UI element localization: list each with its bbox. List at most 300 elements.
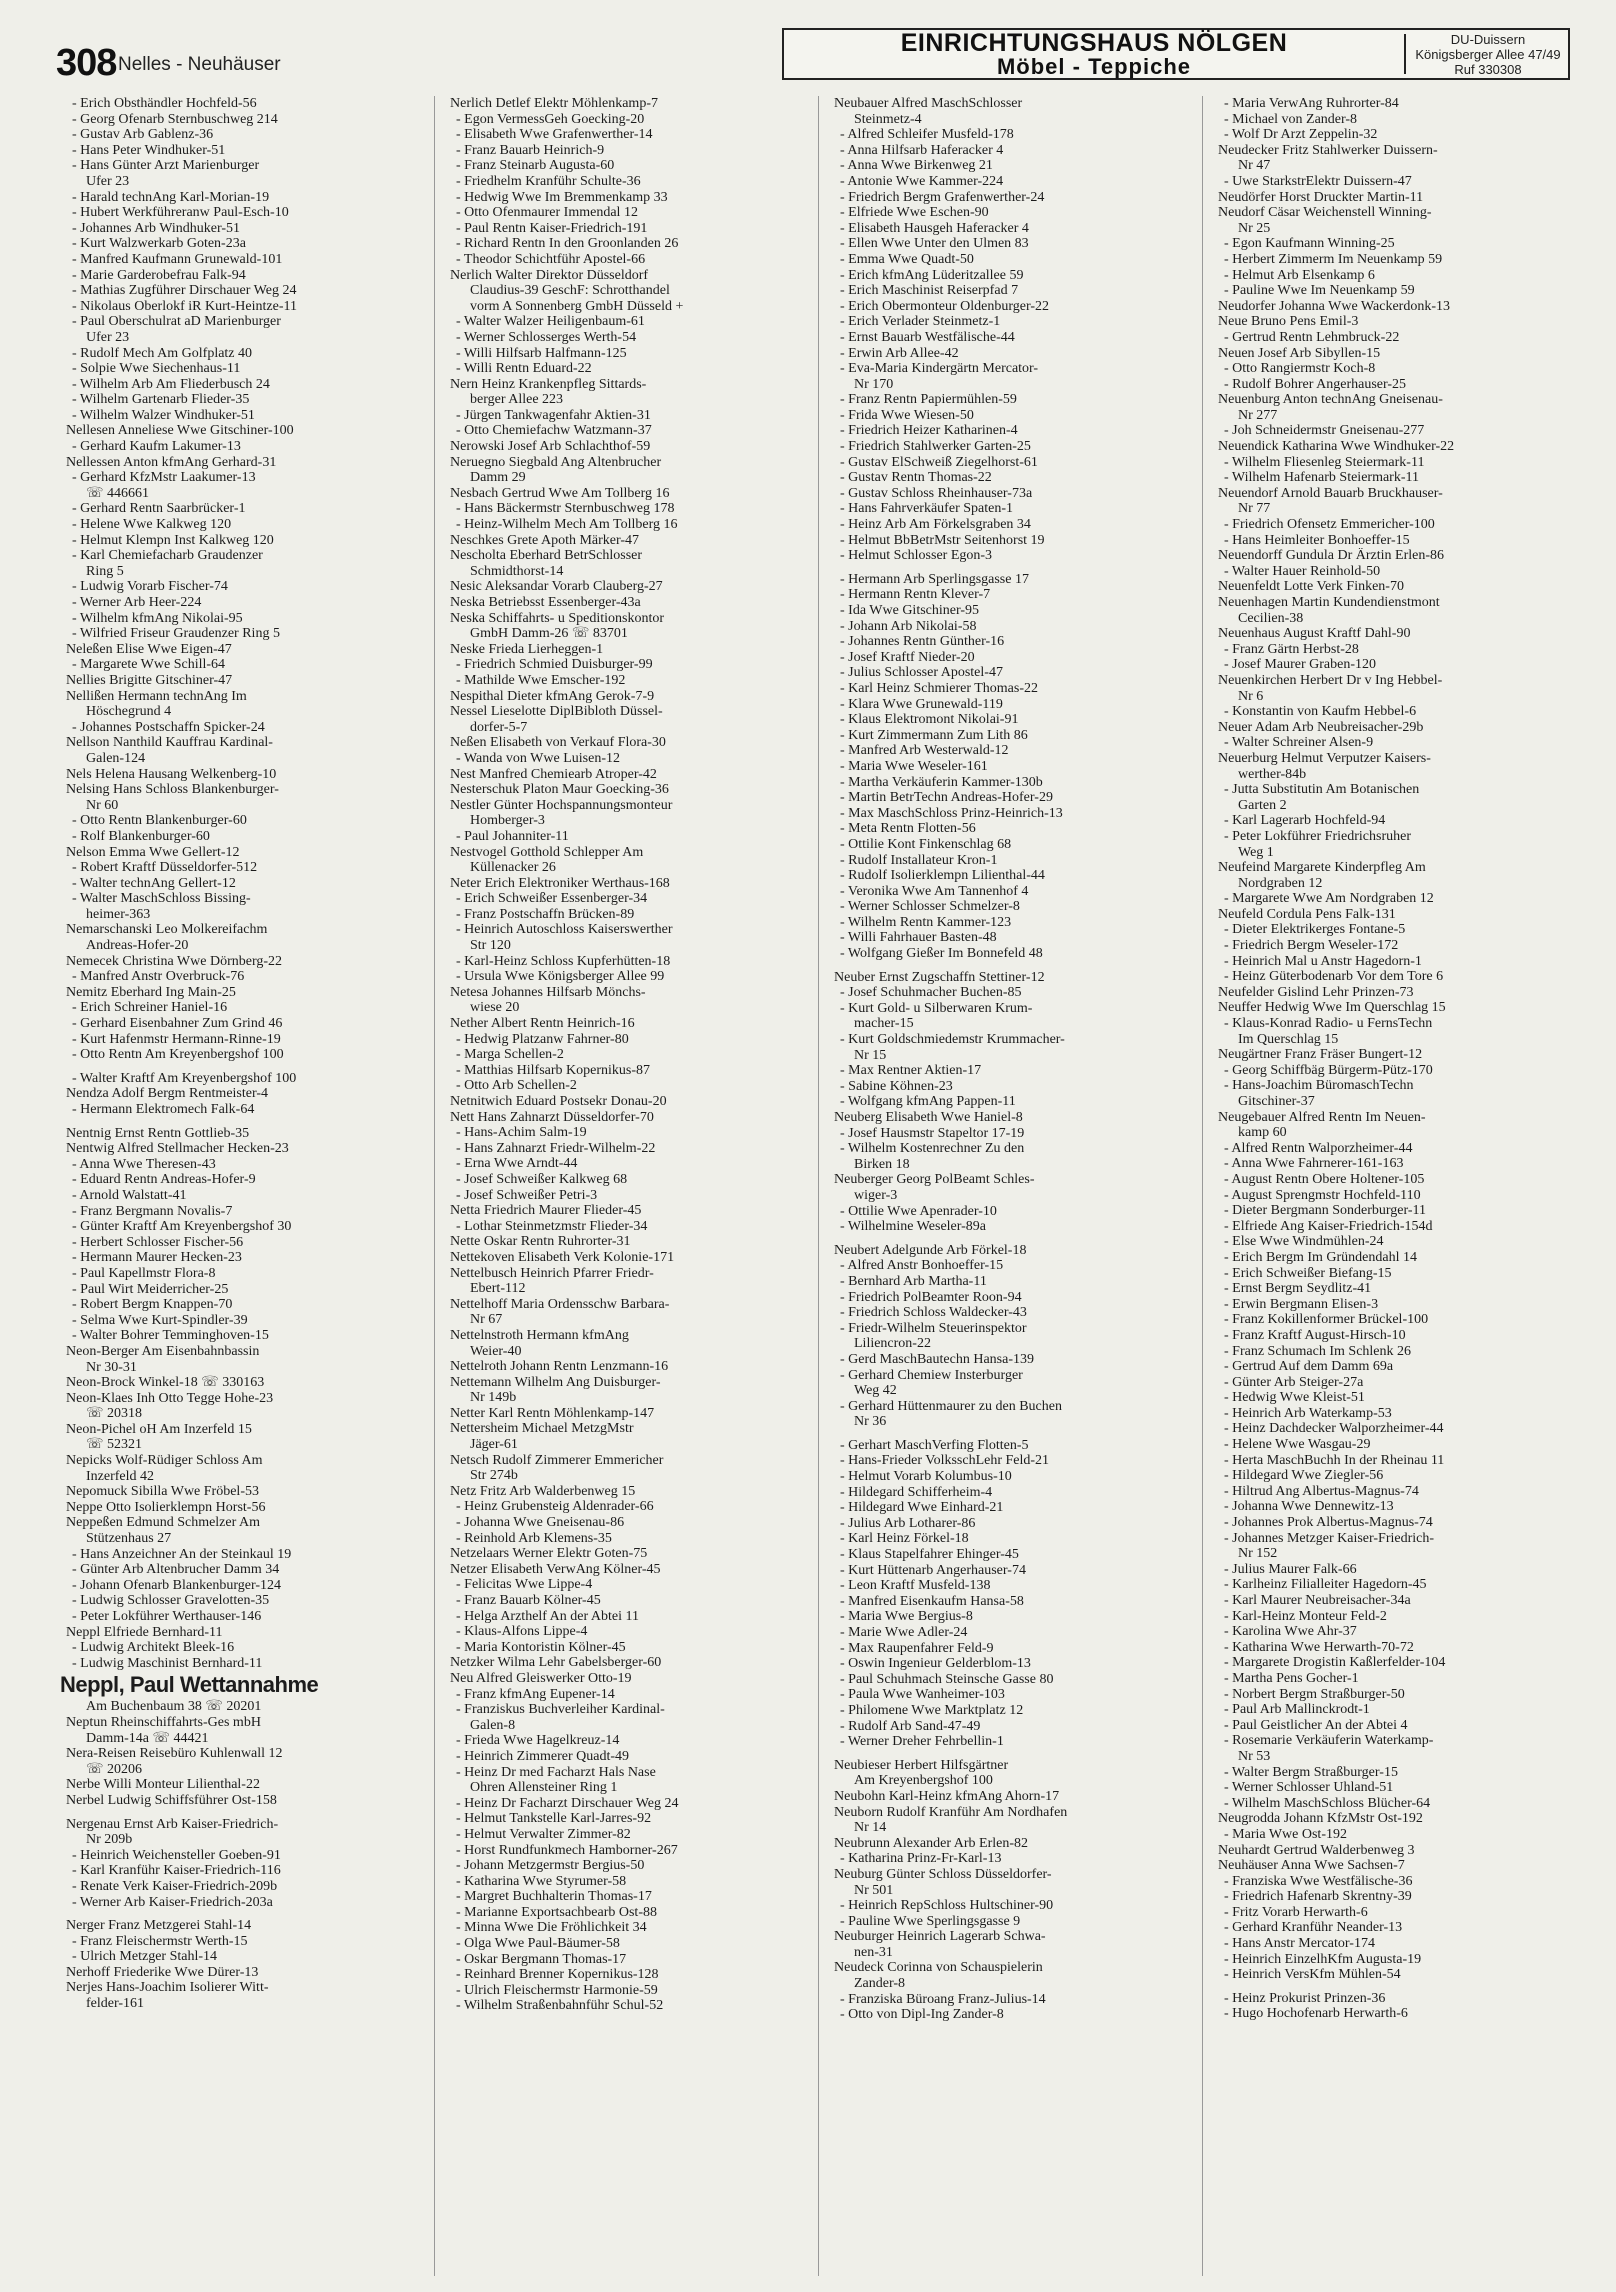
directory-entry: Nessel Lieselotte DiplBibloth Düssel- bbox=[450, 704, 663, 720]
directory-entry: - Günter Kraftf Am Kreyenbergshof 30 bbox=[72, 1219, 292, 1235]
page-name-range: Nelles - Neuhäuser bbox=[118, 54, 281, 75]
directory-entry: - Friedrich Ofensetz Emmericher-100 bbox=[1224, 517, 1435, 533]
directory-entry-continuation: Nordgraben 12 bbox=[1238, 875, 1323, 891]
directory-entry: - Heinz Arb Am Förkelsgraben 34 bbox=[840, 517, 1031, 533]
directory-entry-continuation: Steinmetz-4 bbox=[854, 111, 922, 127]
entry-gap bbox=[56, 1118, 428, 1126]
directory-entry: - Hermann Maurer Hecken-23 bbox=[72, 1250, 242, 1266]
directory-entry: - Erich kfmAng Lüderitzallee 59 bbox=[840, 267, 1024, 283]
directory-entry: - Wilhelm Walzer Windhuker-51 bbox=[72, 407, 255, 423]
directory-entry: - Wilfried Friseur Graudenzer Ring 5 bbox=[72, 626, 280, 642]
directory-entry: Nellies Brigitte Gitschiner-47 bbox=[66, 672, 233, 688]
directory-entry: - Otto Ofenmaurer Immendal 12 bbox=[456, 205, 638, 221]
directory-entry-continuation: Ring 5 bbox=[86, 563, 124, 579]
directory-entry-continuation: Nr 67 bbox=[470, 1312, 503, 1328]
directory-entry: - Heinrich Mal u Anstr Hagedorn-1 bbox=[1224, 953, 1422, 969]
directory-entry: Nemarschanski Leo Molkereifachm bbox=[66, 922, 268, 938]
directory-entry: - Karlheinz Filialleiter Hagedorn-45 bbox=[1224, 1577, 1427, 1593]
directory-entry: Neuburg Günter Schloss Düsseldorfer- bbox=[834, 1866, 1052, 1882]
directory-entry: - Margret Buchhalterin Thomas-17 bbox=[456, 1889, 652, 1905]
directory-entry: - Ludwig Architekt Bleek-16 bbox=[72, 1640, 235, 1656]
directory-entry: - Sabine Köhnen-23 bbox=[840, 1078, 953, 1094]
directory-entry: - Gerhard Kaufm Lakumer-13 bbox=[72, 439, 241, 455]
directory-entry: Neuburger Heinrich Lagerarb Schwa- bbox=[834, 1929, 1046, 1945]
directory-entry: - Werner Arb Kaiser-Friedrich-203a bbox=[72, 1894, 273, 1910]
directory-entry: - Gertrud Auf dem Damm 69a bbox=[1224, 1359, 1394, 1375]
directory-entry: - Erwin Arb Allee-42 bbox=[840, 345, 959, 361]
directory-entry: - Karl Chemiefacharb Graudenzer bbox=[72, 548, 263, 564]
directory-entry: - Franziska Wwe Westfälische-36 bbox=[1224, 1873, 1413, 1889]
directory-entry: Netsch Rudolf Zimmerer Emmericher bbox=[450, 1452, 664, 1468]
directory-entry: Nelson Emma Wwe Gellert-12 bbox=[66, 844, 240, 860]
directory-entry: - Franz Bauarb Heinrich-9 bbox=[456, 142, 605, 158]
entry-gap bbox=[56, 1063, 428, 1071]
directory-entry: - Hildegard Wwe Ziegler-56 bbox=[1224, 1468, 1384, 1484]
directory-entry: - Frieda Wwe Hagelkreuz-14 bbox=[456, 1733, 620, 1749]
directory-entry: - Klaus-Konrad Radio- u FernsTechn bbox=[1224, 1016, 1433, 1032]
directory-entry: - Martha Verkäuferin Kammer-130b bbox=[840, 774, 1043, 790]
entry-gap bbox=[56, 1809, 428, 1817]
directory-entry-continuation: Galen-8 bbox=[470, 1717, 516, 1733]
directory-entry: - Heinrich Autoschloss Kaiserswerther bbox=[456, 922, 673, 938]
advertiser-tagline: Möbel - Teppiche bbox=[996, 54, 1192, 79]
directory-entry: - Eduard Rentn Andreas-Hofer-9 bbox=[72, 1172, 256, 1188]
directory-entry: - Karl Heinz Schmierer Thomas-22 bbox=[840, 680, 1039, 696]
directory-entry: Neue Bruno Pens Emil-3 bbox=[1218, 314, 1359, 330]
directory-entry: Nette Oskar Rentn Ruhrorter-31 bbox=[450, 1234, 631, 1250]
directory-entry: - Werner Arb Heer-224 bbox=[72, 595, 202, 610]
directory-entry: Netzker Wilma Lehr Gabelsberger-60 bbox=[450, 1655, 662, 1671]
directory-entry: - Heinrich RepSchloss Hultschiner-90 bbox=[840, 1898, 1054, 1914]
directory-entry: - Hugo Hochofenarb Herwarth-6 bbox=[1224, 2006, 1408, 2022]
directory-entry-continuation: Nr 277 bbox=[1238, 407, 1278, 423]
directory-entry-continuation: Nr 149b bbox=[470, 1390, 517, 1406]
directory-entry: Neuendorff Gundula Dr Ärztin Erlen-86 bbox=[1218, 548, 1445, 564]
directory-entry: Neschkes Grete Apoth Märker-47 bbox=[450, 532, 640, 548]
directory-entry-continuation: Nr 501 bbox=[854, 1882, 894, 1898]
directory-entry-continuation: Am Kreyenbergshof 100 bbox=[854, 1773, 993, 1789]
directory-entry: - Mathilde Wwe Emscher-192 bbox=[456, 672, 626, 688]
directory-entry: - Karl Heinz Förkel-18 bbox=[840, 1531, 969, 1547]
directory-entry-continuation: Stützenhaus 27 bbox=[86, 1531, 172, 1547]
advertiser-address bbox=[1410, 32, 1566, 77]
directory-entry: Nerger Franz Metzgerei Stahl-14 bbox=[66, 1918, 252, 1934]
directory-entry: Nettersheim Michael MetzgMstr bbox=[450, 1421, 634, 1437]
directory-entry: - Wolf Dr Arzt Zeppelin-32 bbox=[1224, 127, 1378, 143]
directory-entry: - Heinrich EinzelhKfm Augusta-19 bbox=[1224, 1951, 1422, 1967]
directory-entry: - Katharina Prinz-Fr-Karl-13 bbox=[840, 1851, 1002, 1867]
directory-entry-continuation: Damm-14a ☏ 44421 bbox=[86, 1730, 209, 1746]
directory-entry: Neuenhagen Martin Kundendienstmont bbox=[1218, 595, 1440, 610]
directory-entry: Neugebauer Alfred Rentn Im Neuen- bbox=[1218, 1109, 1426, 1125]
directory-entry: Nespithal Dieter kfmAng Gerok-7-9 bbox=[450, 688, 655, 704]
directory-entry: - Johannes Arb Windhuker-51 bbox=[72, 220, 241, 236]
directory-entry: - Michael von Zander-8 bbox=[1224, 111, 1358, 127]
directory-entry-continuation: Weg 42 bbox=[854, 1383, 897, 1399]
directory-entry: - Eva-Maria Kindergärtn Mercator- bbox=[840, 361, 1039, 377]
directory-entry: - Walter Kraftf Am Kreyenbergshof 100 bbox=[72, 1070, 297, 1086]
directory-entry: Neska Betriebsst Essenberger-43a bbox=[450, 595, 641, 610]
directory-entry-continuation: Nr 53 bbox=[1238, 1748, 1271, 1764]
directory-entry: - Hedwig Wwe Im Bremmenkamp 33 bbox=[456, 189, 668, 205]
directory-entry: - Ludwig Vorarb Fischer-74 bbox=[72, 579, 228, 595]
directory-entry: - Friedr-Wilhelm Steuerinspektor bbox=[840, 1320, 1027, 1336]
directory-entry: - Walter technAng Gellert-12 bbox=[72, 875, 236, 891]
directory-entry: Neuffer Hedwig Wwe Im Querschlag 15 bbox=[1218, 1000, 1446, 1016]
directory-entry: Neppeßen Edmund Schmelzer Am bbox=[66, 1515, 261, 1531]
directory-entry-continuation: Im Querschlag 15 bbox=[1238, 1031, 1339, 1047]
directory-entry: - Lothar Steinmetzmstr Flieder-34 bbox=[456, 1218, 648, 1234]
directory-entry: - Robert Kraftf Düsseldorfer-512 bbox=[72, 860, 258, 876]
directory-entry-continuation: Galen-124 bbox=[86, 750, 146, 766]
directory-entry: - Renate Verk Kaiser-Friedrich-209b bbox=[72, 1878, 278, 1894]
directory-entry-continuation: Nr 77 bbox=[1238, 501, 1271, 517]
directory-entry: - Klara Wwe Grunewald-119 bbox=[840, 696, 1003, 712]
directory-entry: - Josef Hausmstr Stapeltor 17-19 bbox=[840, 1125, 1025, 1141]
directory-entry: - Gerhard Chemiew Insterburger bbox=[840, 1367, 1023, 1383]
directory-entry: - Gerhart MaschVerfing Flotten-5 bbox=[840, 1437, 1029, 1453]
directory-entry: - Anna Wwe Fahrnerer-161-163 bbox=[1224, 1156, 1404, 1172]
directory-entry: - Erich Obermonteur Oldenburger-22 bbox=[840, 298, 1050, 314]
directory-entry: Neuborn Rudolf Kranführ Am Nordhafen bbox=[834, 1804, 1068, 1820]
directory-entry: - Walter Hauer Reinhold-50 bbox=[1224, 563, 1381, 579]
directory-entry: - Kurt Hüttenarb Angerhauser-74 bbox=[840, 1562, 1026, 1578]
directory-entry: - Hildegard Wwe Einhard-21 bbox=[840, 1500, 1004, 1516]
directory-entry: Neppe Otto Isolierklempn Horst-56 bbox=[66, 1499, 266, 1515]
directory-entry: - Willi Fahrhauer Basten-48 bbox=[840, 930, 997, 946]
directory-entry: - Johannes Postschaffn Spicker-24 bbox=[72, 719, 265, 735]
directory-entry-continuation: Weg 1 bbox=[1238, 844, 1274, 860]
directory-entry: - Franz Fleischermstr Werth-15 bbox=[72, 1933, 248, 1949]
directory-entry: - Felicitas Wwe Lippe-4 bbox=[456, 1577, 593, 1593]
directory-entry-continuation: GmbH Damm-26 ☏ 83701 bbox=[470, 626, 628, 642]
directory-entry: - Franz Kokillenformer Brückel-100 bbox=[1224, 1312, 1429, 1328]
directory-entry: Nether Albert Rentn Heinrich-16 bbox=[450, 1016, 635, 1032]
directory-entry: - Erna Wwe Arndt-44 bbox=[456, 1156, 578, 1172]
directory-entry: - Anna Wwe Theresen-43 bbox=[72, 1156, 216, 1172]
directory-entry-continuation: Str 120 bbox=[470, 938, 511, 954]
directory-entry: - Rudolf Arb Sand-47-49 bbox=[840, 1718, 981, 1734]
directory-entry: - Veronika Wwe Am Tannenhof 4 bbox=[840, 883, 1029, 899]
directory-entry-continuation: Nr 36 bbox=[854, 1414, 887, 1430]
directory-entry-continuation: Am Buchenbaum 38 ☏ 20201 bbox=[86, 1699, 262, 1715]
directory-entry: - Peter Lokführer Friedrichsruher bbox=[1224, 828, 1411, 844]
entry-gap bbox=[824, 1750, 1196, 1758]
directory-entry: - Julius Arb Lotharer-86 bbox=[840, 1515, 976, 1531]
directory-entry: - Leon Kraftf Musfeld-138 bbox=[840, 1578, 991, 1594]
directory-entry: - Paul Schuhmach Steinsche Gasse 80 bbox=[840, 1671, 1054, 1687]
directory-entry: - Hans-Joachim BüromaschTechn bbox=[1224, 1078, 1414, 1094]
directory-entry: Nerjes Hans-Joachim Isolierer Witt- bbox=[66, 1980, 269, 1996]
directory-entry: - Uwe StarkstrElektr Duissern-47 bbox=[1224, 173, 1412, 189]
directory-entry: - Oswin Ingenieur Gelderblom-13 bbox=[840, 1656, 1031, 1672]
directory-entry: - Antonie Wwe Kammer-224 bbox=[840, 173, 1004, 189]
directory-entry: - Hans Heimleiter Bonhoeffer-15 bbox=[1224, 532, 1410, 548]
directory-entry: - Pauline Wwe Im Neuenkamp 59 bbox=[1224, 283, 1415, 299]
directory-entry-continuation: Claudius-39 GeschF: Schrotthandel bbox=[470, 283, 670, 299]
directory-entry: - Anna Hilfsarb Haferacker 4 bbox=[840, 142, 1004, 158]
directory-entry: - Egon VermessGeh Goecking-20 bbox=[456, 111, 645, 127]
directory-entry: - Robert Bergm Knappen-70 bbox=[72, 1297, 233, 1313]
advertiser-name: EINRICHTUNGSHAUS NÖLGEN bbox=[900, 29, 1288, 57]
directory-entry: - Heinz Prokurist Prinzen-36 bbox=[1224, 1990, 1386, 2006]
directory-entry: Neuer Adam Arb Neubreisacher-29b bbox=[1218, 719, 1424, 735]
directory-entry: - Klaus Stapelfahrer Ehinger-45 bbox=[840, 1547, 1019, 1563]
directory-entry: Nerbel Ludwig Schiffsführer Ost-158 bbox=[66, 1792, 277, 1808]
directory-entry-continuation: Inzerfeld 42 bbox=[86, 1468, 155, 1484]
directory-entry: - Johann Ofenarb Blankenburger-124 bbox=[72, 1577, 282, 1593]
directory-entry: - Reinhold Arb Klemens-35 bbox=[456, 1530, 612, 1546]
directory-entry-continuation: Ohren Allensteiner Ring 1 bbox=[470, 1780, 618, 1796]
directory-entry-continuation: Birken 18 bbox=[854, 1156, 910, 1172]
directory-entry: - Maria VerwAng Ruhrorter-84 bbox=[1224, 96, 1399, 111]
directory-entry-continuation: Nr 14 bbox=[854, 1820, 887, 1836]
directory-entry: - Solpie Wwe Siechenhaus-11 bbox=[72, 361, 241, 377]
directory-entry: Netesa Johannes Hilfsarb Mönchs- bbox=[450, 984, 646, 1000]
directory-entry: - Karolina Wwe Ahr-37 bbox=[1224, 1624, 1357, 1640]
directory-entry: Neuhäuser Anna Wwe Sachsen-7 bbox=[1218, 1858, 1405, 1874]
directory-entry-continuation: Nr 15 bbox=[854, 1047, 887, 1063]
directory-entry: - Friedrich Hafenarb Skrentny-39 bbox=[1224, 1889, 1412, 1905]
directory-entry-continuation: Ufer 23 bbox=[86, 173, 130, 189]
directory-entry: - Hiltrud Ang Albertus-Magnus-74 bbox=[1224, 1483, 1419, 1499]
directory-entry: - Walter Schreiner Alsen-9 bbox=[1224, 735, 1374, 751]
directory-entry: - Max Raupenfahrer Feld-9 bbox=[840, 1640, 994, 1656]
directory-entry: - Hermann Rentn Klever-7 bbox=[840, 587, 991, 603]
directory-entry: - Günter Arb Steiger-27a bbox=[1224, 1374, 1364, 1390]
directory-entry: - Ellen Wwe Unter den Ulmen 83 bbox=[840, 236, 1029, 252]
directory-entry: - Philomene Wwe Marktplatz 12 bbox=[840, 1702, 1024, 1718]
directory-entry: Nern Heinz Krankenpfleg Sittards- bbox=[450, 376, 647, 392]
directory-entry: - Willi Rentn Eduard-22 bbox=[456, 361, 592, 377]
directory-entry: Nellesen Anneliese Wwe Gitschiner-100 bbox=[66, 423, 294, 439]
directory-entry: - Helga Arzthelf An der Abtei 11 bbox=[456, 1608, 639, 1624]
directory-entry: - Else Wwe Windmühlen-24 bbox=[1224, 1234, 1384, 1250]
directory-entry: - Arnold Walstatt-41 bbox=[72, 1187, 187, 1203]
directory-entry: Nelsing Hans Schloss Blankenburger- bbox=[66, 782, 279, 798]
directory-entry: Nesbach Gertrud Wwe Am Tollberg 16 bbox=[450, 485, 670, 501]
directory-entry: - Martha Pens Gocher-1 bbox=[1224, 1670, 1359, 1686]
directory-entry: - Hermann Arb Sperlingsgasse 17 bbox=[840, 571, 1029, 587]
directory-entry: - Hans Fahrverkäufer Spaten-1 bbox=[840, 501, 1013, 517]
directory-entry: - Franziska Büroang Franz-Julius-14 bbox=[840, 1991, 1046, 2007]
directory-entry: - Herbert Schlosser Fischer-56 bbox=[72, 1234, 244, 1250]
directory-entry: Neugärtner Franz Fräser Bungert-12 bbox=[1218, 1047, 1423, 1063]
directory-entry: - Theodor Schichtführ Apostel-66 bbox=[456, 251, 646, 267]
directory-entry: - Elisabeth Hausgeh Haferacker 4 bbox=[840, 220, 1029, 236]
directory-entry: - Friedrich Bergm Grafenwerther-24 bbox=[840, 189, 1045, 205]
directory-entry: - Rudolf Mech Am Golfplatz 40 bbox=[72, 345, 253, 361]
directory-entry-continuation: felder-161 bbox=[86, 1996, 145, 2012]
directory-entry: Nemitz Eberhard Ing Main-25 bbox=[66, 984, 236, 1000]
directory-entry: - Heinz Dr Facharzt Dirschauer Weg 24 bbox=[456, 1795, 679, 1811]
directory-entry: - Wilhelm kfmAng Nikolai-95 bbox=[72, 610, 243, 626]
directory-entry: - Hans Anstr Mercator-174 bbox=[1224, 1936, 1375, 1952]
directory-entry: - Helmut Schlosser Egon-3 bbox=[840, 548, 993, 564]
directory-entry: - Katharina Wwe Herwarth-70-72 bbox=[1224, 1639, 1414, 1655]
directory-entry: - Paul Kapellmstr Flora-8 bbox=[72, 1265, 216, 1281]
directory-entry: Netta Friedrich Maurer Flieder-45 bbox=[450, 1203, 642, 1219]
directory-entry: - Manfred Eisenkaufm Hansa-58 bbox=[840, 1593, 1024, 1609]
directory-entry-continuation: Weier-40 bbox=[470, 1343, 522, 1359]
directory-entry: - Walter MaschSchloss Bissing- bbox=[72, 891, 251, 907]
directory-entry: - Nikolaus Oberlokf iR Kurt-Heintze-11 bbox=[72, 298, 297, 314]
directory-entry: Neudorf Cäsar Weichenstell Winning- bbox=[1218, 205, 1432, 221]
directory-entry: Neuberg Elisabeth Wwe Haniel-8 bbox=[834, 1110, 1023, 1125]
directory-entry: - Julius Maurer Falk-66 bbox=[1224, 1561, 1357, 1577]
directory-entry: - Karl-Heinz Schloss Kupferhütten-18 bbox=[456, 953, 671, 969]
directory-entry: - Friedrich Bergm Weseler-172 bbox=[1224, 938, 1399, 954]
directory-entry: Neudecker Fritz Stahlwerker Duissern- bbox=[1218, 142, 1438, 158]
directory-entry: - Hans Anzeichner An der Steinkaul 19 bbox=[72, 1546, 292, 1562]
directory-entry: - Marie Garderobefrau Falk-94 bbox=[72, 267, 246, 283]
directory-entry: - Wilhelm Straßenbahnführ Schul-52 bbox=[456, 1998, 664, 2014]
directory-entry: - Franz Schumach Im Schlenk 26 bbox=[1224, 1343, 1412, 1359]
directory-entry: Neppl Elfriede Bernhard-11 bbox=[66, 1624, 223, 1640]
directory-entry: Nerbe Willi Monteur Lilienthal-22 bbox=[66, 1777, 260, 1793]
directory-entry: - Pauline Wwe Sperlingsgasse 9 bbox=[840, 1913, 1021, 1929]
directory-entry: Neu Alfred Gleiswerker Otto-19 bbox=[450, 1670, 632, 1686]
entry-gap bbox=[824, 564, 1196, 572]
directory-entry: Nest Manfred Chemiearb Atroper-42 bbox=[450, 766, 657, 782]
directory-entry: - Franz Postschaffn Brücken-89 bbox=[456, 906, 635, 922]
directory-entry: - Georg Ofenarb Sternbuschweg 214 bbox=[72, 111, 278, 127]
directory-entry: Nemecek Christina Wwe Dörnberg-22 bbox=[66, 953, 283, 969]
directory-entry: - Otto von Dipl-Ing Zander-8 bbox=[840, 2007, 1004, 2023]
directory-entry: - Josef Schuhmacher Buchen-85 bbox=[840, 985, 1022, 1001]
directory-entry: - Werner Schlosser Schmelzer-8 bbox=[840, 899, 1020, 915]
directory-entry: - Paul Arb Mallinckrodt-1 bbox=[1224, 1702, 1370, 1718]
directory-entry: - Rudolf Isolierklempn Lilienthal-44 bbox=[840, 868, 1045, 884]
directory-entry: Neuendick Katharina Wwe Windhuker-22 bbox=[1218, 439, 1455, 455]
directory-entry-continuation: Schmidthorst-14 bbox=[470, 563, 564, 579]
directory-entry: - Harald technAng Karl-Morian-19 bbox=[72, 189, 270, 205]
directory-entry: - Ernst Bauarb Westfälische-44 bbox=[840, 329, 1015, 345]
directory-entry: - Ursula Wwe Königsberger Allee 99 bbox=[456, 969, 665, 985]
directory-entry-continuation: werther-84b bbox=[1238, 766, 1307, 782]
directory-entry: - Marianne Exportsachbearb Ost-88 bbox=[456, 1904, 657, 1920]
directory-entry: Neska Schiffahrts- u Speditionskontor bbox=[450, 610, 664, 626]
directory-entry: - Otto Rentn Am Kreyenbergshof 100 bbox=[72, 1047, 284, 1063]
directory-entry: - Otto Rentn Blankenburger-60 bbox=[72, 813, 247, 829]
directory-entry-continuation: Nr 6 bbox=[1238, 688, 1264, 704]
directory-entry: Neuber Ernst Zugschaffn Stettiner-12 bbox=[834, 969, 1045, 985]
directory-entry: - Heinrich Weichensteller Goeben-91 bbox=[72, 1847, 281, 1863]
directory-entry: - Hermann Elektromech Falk-64 bbox=[72, 1102, 255, 1117]
directory-entry-continuation: kamp 60 bbox=[1238, 1125, 1287, 1141]
directory-entry: - Elisabeth Wwe Grafenwerther-14 bbox=[456, 127, 653, 143]
directory-entry: - Marie Wwe Adler-24 bbox=[840, 1625, 968, 1640]
directory-entry: - Klaus-Alfons Lippe-4 bbox=[456, 1624, 588, 1640]
directory-entry: Nentwig Alfred Stellmacher Hecken-23 bbox=[66, 1141, 289, 1157]
directory-entry: - Erich Verlader Steinmetz-1 bbox=[840, 314, 1001, 330]
advertisement-main bbox=[784, 30, 1404, 78]
directory-entry: - Maria Kontoristin Kölner-45 bbox=[456, 1639, 626, 1655]
directory-entry-continuation: Nr 60 bbox=[86, 797, 119, 813]
directory-entry: Neon-Pichel oH Am Inzerfeld 15 bbox=[66, 1421, 252, 1437]
directory-entry: - Katharina Wwe Styrumer-58 bbox=[456, 1873, 627, 1889]
directory-entry: - Maria Wwe Ost-192 bbox=[1224, 1826, 1347, 1842]
directory-entry: Nesterschuk Platon Maur Goecking-36 bbox=[450, 782, 669, 798]
directory-entry: - Erich Schweißer Biefang-15 bbox=[1224, 1265, 1392, 1281]
directory-entry: Neuenburg Anton technAng Gneisenau- bbox=[1218, 392, 1443, 408]
directory-entry: - Jutta Substitutin Am Botanischen bbox=[1224, 782, 1420, 798]
directory-entry: - Wilhelm Hafenarb Steiermark-11 bbox=[1224, 470, 1419, 486]
directory-entry: Neuenhaus August Kraftf Dahl-90 bbox=[1218, 626, 1411, 642]
directory-entry: - Erich Obsthändler Hochfeld-56 bbox=[72, 96, 257, 111]
directory-entry: - Hans Zahnarzt Friedr-Wilhelm-22 bbox=[456, 1140, 656, 1156]
directory-entry: - Walter Bergm Straßburger-15 bbox=[1224, 1764, 1398, 1780]
directory-entry: Neudorfer Johanna Wwe Wackerdonk-13 bbox=[1218, 298, 1450, 314]
directory-entry: - Wilhelm Gartenarb Flieder-35 bbox=[72, 392, 250, 408]
directory-entry-continuation: dorfer-5-7 bbox=[470, 719, 528, 735]
directory-entry: - Oskar Bergmann Thomas-17 bbox=[456, 1951, 627, 1967]
directory-entry: - Günter Arb Altenbrucher Damm 34 bbox=[72, 1562, 280, 1578]
directory-entry: Nerlich Walter Direktor Düsseldorf bbox=[450, 267, 649, 283]
directory-entry: - Maria Wwe Bergius-8 bbox=[840, 1609, 973, 1625]
directory-entry: Neßen Elisabeth von Verkauf Flora-30 bbox=[450, 735, 666, 751]
directory-entry-continuation: Liliencron-22 bbox=[854, 1336, 931, 1352]
directory-entry: - August Rentn Obere Holtener-105 bbox=[1224, 1171, 1425, 1187]
directory-entry: - Paul Rentn Kaiser-Friedrich-191 bbox=[456, 220, 648, 236]
directory-entry: - Helene Wwe Wasgau-29 bbox=[1224, 1437, 1371, 1453]
directory-entry: - Heinz Grubensteig Aldenrader-66 bbox=[456, 1499, 654, 1515]
directory-entry: - Friedrich Schmied Duisburger-99 bbox=[456, 657, 653, 673]
directory-entry: - Johann Metzgermstr Bergius-50 bbox=[456, 1858, 645, 1874]
directory-entry: Netzer Elisabeth VerwAng Kölner-45 bbox=[450, 1561, 661, 1577]
directory-entry: - Ottilie Wwe Apenrader-10 bbox=[840, 1203, 997, 1219]
page-number: 308 bbox=[56, 42, 117, 84]
directory-entry: Neufeind Margarete Kinderpfleg Am bbox=[1218, 860, 1426, 876]
directory-entry: Nerlich Detlef Elektr Möhlenkamp-7 bbox=[450, 96, 658, 111]
directory-entry: - Friedrich Stahlwerker Garten-25 bbox=[840, 439, 1031, 455]
directory-entry: - Gerhard Eisenbahner Zum Grind 46 bbox=[72, 1016, 283, 1032]
directory-entry: - Johanna Wwe Gneisenau-86 bbox=[456, 1515, 625, 1531]
directory-entry-continuation: Nr 152 bbox=[1238, 1546, 1278, 1562]
directory-entry: - Gustav Rentn Thomas-22 bbox=[840, 470, 992, 486]
directory-entry: Netter Karl Rentn Möhlenkamp-147 bbox=[450, 1405, 655, 1421]
directory-entry: - Helmut BbBetrMstr Seitenhorst 19 bbox=[840, 532, 1045, 548]
directory-entry: - Friedrich Schloss Waldecker-43 bbox=[840, 1305, 1027, 1321]
directory-entry: - Heinrich Zimmerer Quadt-49 bbox=[456, 1748, 629, 1764]
directory-entry-continuation: wiese 20 bbox=[470, 1000, 520, 1016]
directory-entry: - Erwin Bergmann Elisen-3 bbox=[1224, 1296, 1379, 1312]
directory-entry: Neudörfer Horst Druckter Martin-11 bbox=[1218, 189, 1424, 205]
directory-entry: - Hans Günter Arzt Marienburger bbox=[72, 158, 260, 174]
directory-entry: - Josef Kraftf Nieder-20 bbox=[840, 649, 975, 665]
directory-entry: - Karl Kranführ Kaiser-Friedrich-116 bbox=[72, 1863, 281, 1879]
directory-entry: - Max MaschSchloss Prinz-Heinrich-13 bbox=[840, 805, 1063, 821]
directory-entry: - Kurt Gold- u Silberwaren Krum- bbox=[840, 1000, 1033, 1016]
directory-entry: - Wilhelm Kostenrechner Zu den bbox=[840, 1141, 1025, 1157]
directory-entry: Nergenau Ernst Arb Kaiser-Friedrich- bbox=[66, 1816, 279, 1832]
directory-entry: - Mathias Zugführer Dirschauer Weg 24 bbox=[72, 283, 297, 299]
directory-entry: - Heinrich Arb Waterkamp-53 bbox=[1224, 1405, 1392, 1421]
directory-entry: - Friedrich PolBeamter Roon-94 bbox=[840, 1289, 1022, 1305]
directory-entry: Neubert Adelgunde Arb Förkel-18 bbox=[834, 1242, 1027, 1258]
directory-entry: - Josef Maurer Graben-120 bbox=[1224, 657, 1376, 673]
directory-column-2 bbox=[440, 96, 812, 2276]
directory-entry: Nepomuck Sibilla Wwe Fröbel-53 bbox=[66, 1484, 259, 1500]
directory-entry: - Hans-Frieder VolksschLehr Feld-21 bbox=[840, 1453, 1050, 1469]
directory-entry: - Friedhelm Kranführ Schulte-36 bbox=[456, 173, 641, 189]
directory-entry: - Anna Wwe Birkenweg 21 bbox=[840, 158, 993, 174]
directory-entry: - Minna Wwe Die Fröhlichkeit 34 bbox=[456, 1920, 647, 1936]
directory-entry-continuation: Nr 209b bbox=[86, 1832, 133, 1848]
directory-entry: - Otto Chemiefachw Watzmann-37 bbox=[456, 423, 652, 439]
directory-entry: - Julius Schlosser Apostel-47 bbox=[840, 665, 1003, 681]
entry-gap bbox=[824, 962, 1196, 970]
